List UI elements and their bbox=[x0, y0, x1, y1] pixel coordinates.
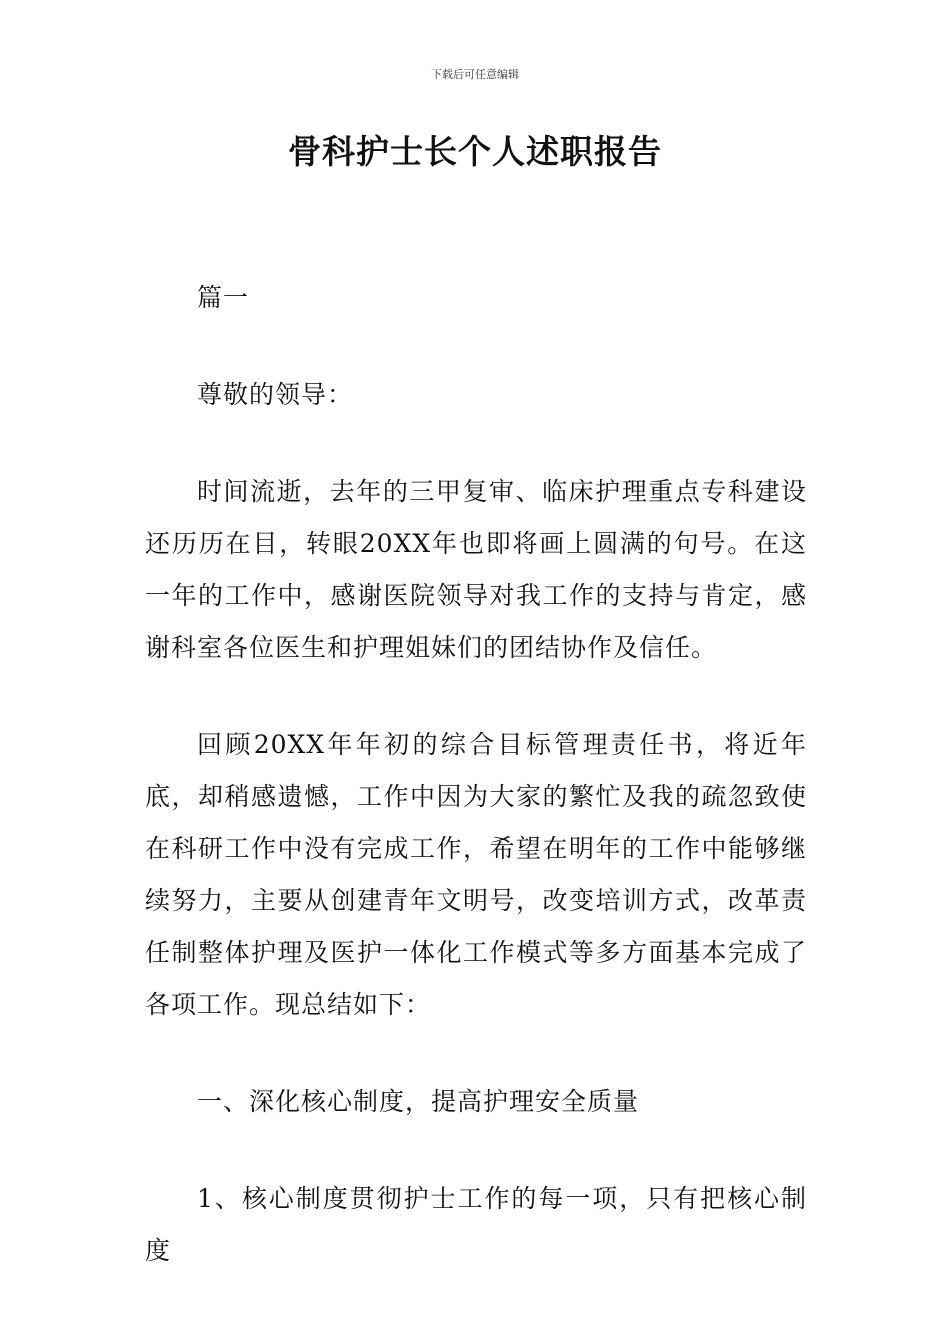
paragraph-item-1: 1、核心制度贯彻护士工作的每一项，只有把核心制度 bbox=[145, 1184, 807, 1265]
paragraph-intro: 时间流逝，去年的三甲复审、临床护理重点专科建设还历历在目，转眼20XX年也即将画上圆满的句号。在这一年的工作中，感谢医院领导对我工作的支持与肯定，感谢科室各位医生和护理姐妹们的团结协作及信任。 bbox=[145, 477, 807, 662]
document-title: 骨科护士长个人述职报告 bbox=[288, 132, 662, 171]
section-label: 篇一 bbox=[197, 283, 250, 312]
paragraph-review: 回顾20XX年年初的综合目标管理责任书，将近年底，却稍感遗憾，工作中因为大家的繁忙及我的疏忽致使在科研工作中没有完成工作，希望在明年的工作中能够继续努力，主要从创建青年文明号，改变培训方式，改革责任制整体护理及医护一体化工作模式等多方面基本完成了各项工作。现总结如下： bbox=[145, 730, 807, 1019]
header-note: 下载后可任意编辑 bbox=[431, 68, 519, 81]
section-heading: 一、深化核心制度，提高护理安全质量 bbox=[197, 1087, 640, 1116]
document-body bbox=[145, 272, 807, 1277]
salutation: 尊敬的领导： bbox=[197, 380, 354, 409]
